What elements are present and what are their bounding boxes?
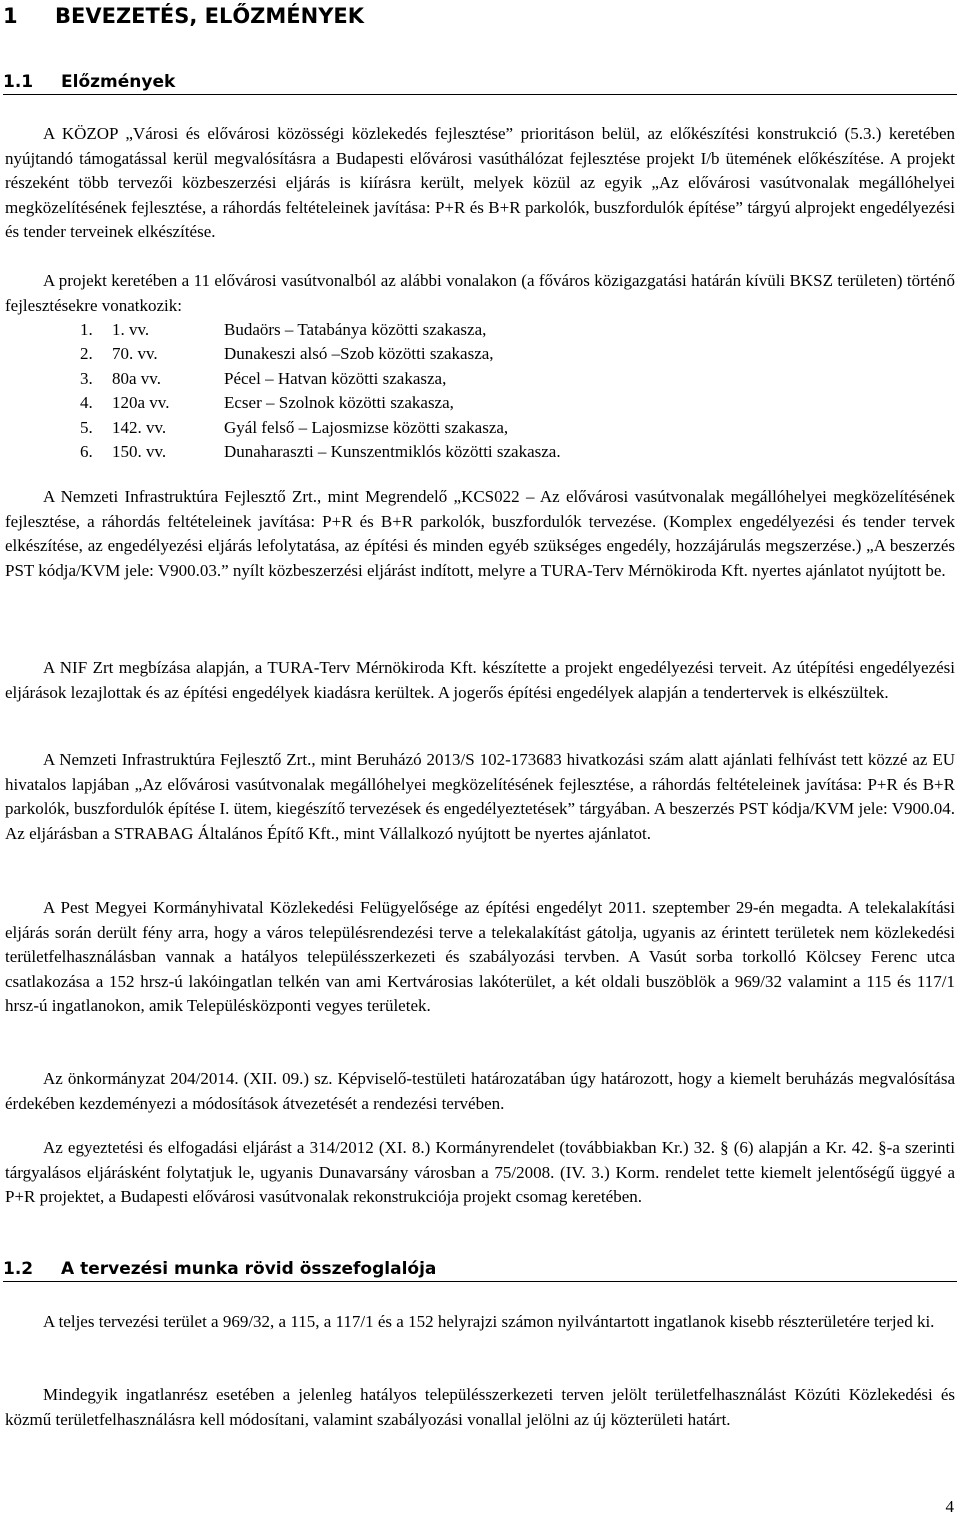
list-item: 3. 80a vv. Pécel – Hatvan közötti szakasza, — [80, 368, 447, 388]
section-title: Előzmények — [61, 72, 176, 92]
section-heading-1-2 — [3, 1257, 957, 1282]
section-number: 1.1 — [3, 72, 34, 92]
railway-line-list — [80, 318, 780, 464]
list-item: 1. 1. vv. Budaörs – Tatabánya közötti szakasza, — [80, 320, 487, 339]
paragraph-reconciliation: Az egyeztetési és elfogadási eljárást a 314/2012 (XI. 8.) Kormányrendelet (továbbiakban Kr.) 32. § (6) alapján a Kr. 42. §-a szerinti tárgyalásos eljárásként folytatjuk le, ugyanis Dunavarsány városban a 75/2008. (IV. 3.) Korm. rendelet tette kiemelt jelentőségű üggyé a P+R projektet, a Budapesti elővárosi vasútvonalak rekonstrukciója projekt csomag keretében. — [5, 1138, 955, 1206]
paragraph-intro: A KÖZOP „Városi és elővárosi közösségi közlekedés fejlesztése” prioritáson belül, az előkészítési konstrukció (5.3.) keretében nyújtandó támogatással kerül megvalósításra a Budapesti elővárosi vasúthálózat fejlesztése projekt I/b ütemének előkészítése. A projekt részeként több tervezői közbeszerzési eljárás is kiírásra került, melyek közül az egyik „Az elővárosi vasútvonalak megállóhelyei megközelítésének fejlesztése, a ráhordás feltételeinek javítása: P+R és B+R parkolók, buszfordulók építése” tárgyú alprojekt engedélyezési és tender terveinek elkészítése. — [5, 124, 955, 241]
chapter-title: BEVEZETÉS, ELŐZMÉNYEK — [55, 4, 365, 28]
paragraph-planning-area: A teljes tervezési terület a 969/32, a 115, a 117/1 és a 152 helyrajzi számon nyilvántartott ingatlanok kisebb részterületére terjed ki. — [43, 1312, 935, 1331]
list-item: 4. 120a vv. Ecser – Szolnok közötti szakasza, — [80, 393, 454, 413]
list-item: 2. 70. vv. Dunakeszi alsó –Szob közötti szakasza, — [80, 344, 494, 364]
page-number: 4 — [945, 1497, 954, 1516]
chapter-heading — [3, 2, 957, 30]
paragraph-nif-procurement: A Nemzeti Infrastruktúra Fejlesztő Zrt., mint Megrendelő „KCS022 – Az elővárosi vasútvonalak megállóhelyei megközelítésének fejlesztése, a ráhordás feltételeinek javítása: P+R és B+R parkolók, buszfordulók tervezése. (Komplex engedélyezési és tender tervek elkészítése, az engedélyezési eljárás lefolytatása, az építési és minden egyéb szükséges engedély, hozzájárulás megszerzése.) „A beszerzés PST kódja/KVM jele: V900.03.” nyílt közbeszerzési eljárást indított, melyre a TURA-Terv Mérnökiroda Kft. nyertes ajánlatot nyújtott be. — [5, 487, 955, 580]
section-number: 1.2 — [3, 1259, 34, 1279]
paragraph-municipality: Az önkormányzat 204/2014. (XII. 09.) sz. Képviselő-testületi határozatában úgy határozott, hogy a kiemelt beruházás megvalósítása érdekében kezdeményezi a módosítások átvezetését a rendezési tervében. — [5, 1069, 955, 1113]
paragraph-pest-authority: A Pest Megyei Kormányhivatal Közlekedési Felügyelősége az építési engedélyt 2011. szeptember 29-én megadta. A telekalakítási eljárás során derült fény arra, hogy a város településrendezési terve a telekalakítást gátolja, ugyanis az érintett területek nem közlekedési területfelhasználásban vannak a hatályos településszerkezeti és szabályozási tervben. A Vasút sorba torkolló Kölcsey Ferenc utca csatlakozása a 152 hrsz-ú lakóingatlan telkén van ami Kertvárosias lakóterület, a két oldali buszöblök a 969/32 valamint a 115 és 117/1 hrsz-ú ingatlanokon, amik Településközponti vegyes területek. — [5, 898, 955, 1015]
chapter-number: 1 — [3, 4, 18, 28]
paragraph-investor: A Nemzeti Infrastruktúra Fejlesztő Zrt., mint Beruházó 2013/S 102-173683 hivatkozási szám alatt ajánlati felhívást tett közzé az EU hivatalos lapjában „Az elővárosi vasútvonalak megállóhelyei megközelítésének fejlesztése, a ráhordás feltételeinek javítása: P+R és B+R parkolók, buszfordulók építése I. ütem, kiegészítő tervezések és engedélyeztetések” tárgyában. A beszerzés PST kódja/KVM jele: V900.04. Az eljárásban a STRABAG Általános Építő Kft., mint Vállalkozó nyújtott be nyertes ajánlatot. — [5, 750, 955, 843]
section-heading-1-1 — [3, 70, 957, 95]
paragraph-scope: A projekt keretében a 11 elővárosi vasútvonalból az alábbi vonalakon (a főváros közigazgatási határán kívüli BKSZ területen) történő fejlesztésekre vonatkozik: — [5, 271, 955, 315]
list-item: 6. 150. vv. Dunaharaszti – Kunszentmiklós közötti szakasza. — [80, 441, 561, 461]
list-item: 5. 142. vv. Gyál felső – Lajosmizse közötti szakasza, — [80, 417, 509, 437]
paragraph-commission: A NIF Zrt megbízása alapján, a TURA-Terv Mérnökiroda Kft. készítette a projekt engedélyezési terveit. Az útépítési engedélyezési eljárások lezajlottak és az építési engedélyek kiadásra kerültek. A jogerős építési engedélyek alapján a tendertervek is elkészültek. — [5, 658, 955, 702]
paragraph-land-use: Mindegyik ingatlanrész esetében a jelenleg hatályos településszerkezeti terven jelölt területfelhasználást Közúti Közlekedési és közmű területfelhasználásra kell módosítani, valamint szabályozási vonallal jelölni az új közterületi határt. — [5, 1385, 955, 1429]
section-title: A tervezési munka rövid összefoglalója — [61, 1259, 437, 1279]
